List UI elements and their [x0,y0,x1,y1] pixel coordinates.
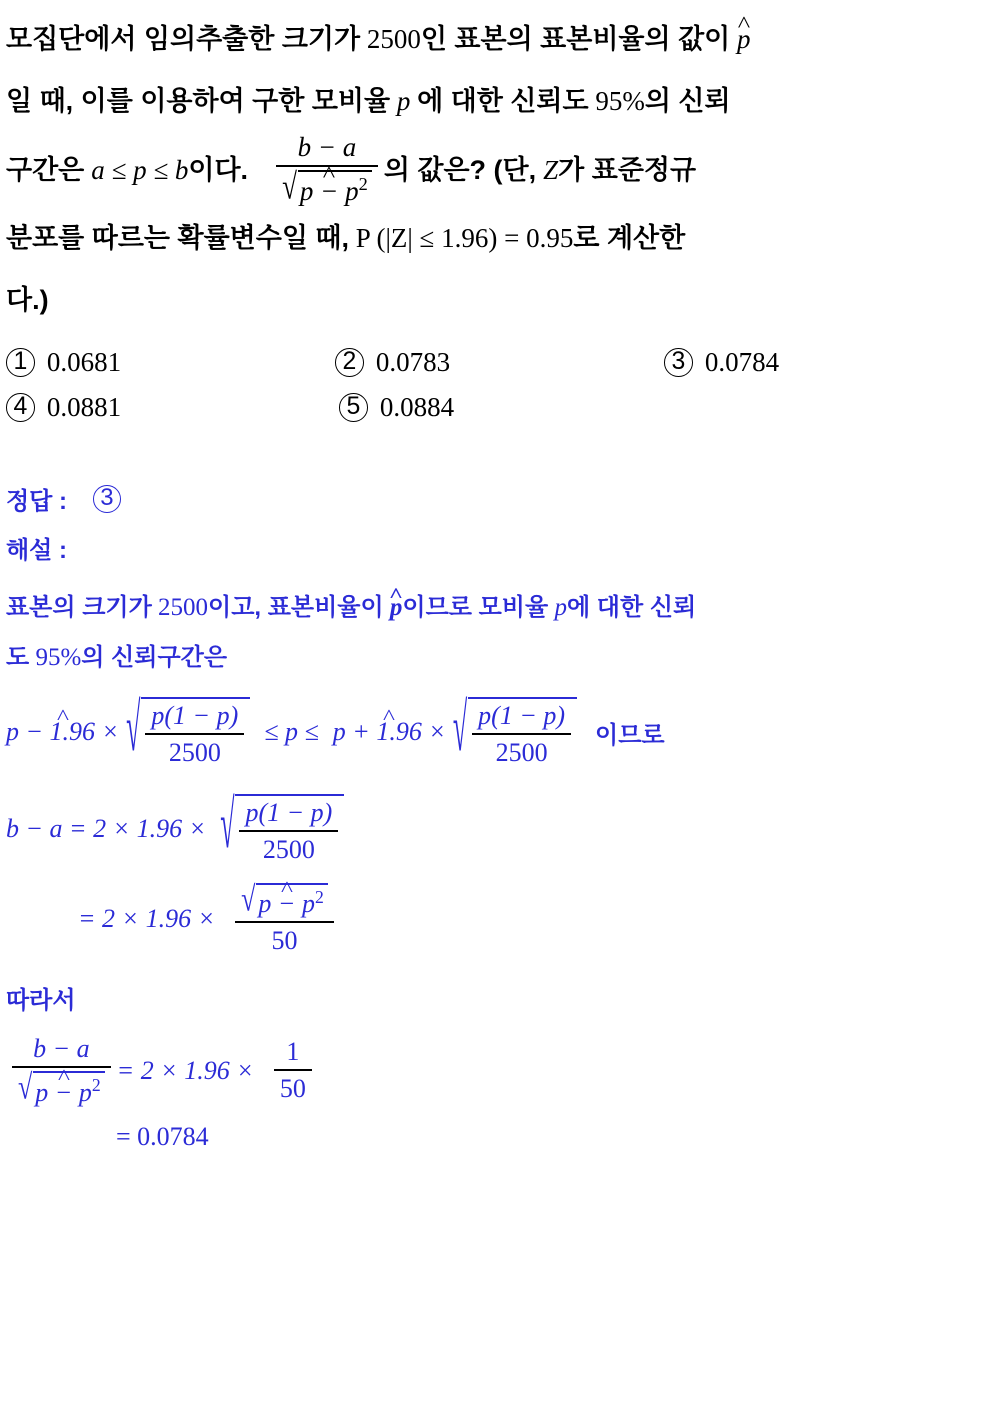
ba-num: p(1 − p) [239,798,338,832]
question-text-9: 가 표준정규 [558,154,697,185]
question-sqrt [282,166,372,207]
solution-confidence: 95% [35,644,82,672]
solution-final-line [6,1034,993,1107]
solution-line-2 [6,633,993,683]
question-text-2: 인 표본의 표본비율의 값이 [420,24,731,54]
solution-ba-line [6,787,993,865]
question-ratio-numerator: b − a [276,132,378,167]
question-text-3: 일 때, 이를 이용하여 구한 모비율 [6,86,391,116]
ci-right-lead: ^ p + 1.96 × [333,717,446,747]
radical-icon: √ [126,690,141,767]
question-interval: a ≤ p ≤ b [91,154,189,185]
answer-row [6,481,993,516]
choice-option-5[interactable] [339,392,672,423]
final-ratio-denominator [12,1068,111,1108]
question-text-12: 다.) [6,285,49,316]
question-text-1: 모집단에서 임의추출한 크기가 [6,24,361,54]
ba2-lead: = 2 × 1.96 × [78,904,216,934]
choice-value: 0.0783 [375,347,451,378]
choice-value: 0.0681 [46,347,122,378]
final-equation: = 2 × 1.96 × [116,1055,254,1085]
final-sqrt [18,1067,105,1108]
solution-result-line [6,1122,993,1152]
solution-label: 해설 : [6,537,68,565]
ci-left-fraction [145,701,244,768]
choice-row-1 [6,347,993,378]
choice-option-3[interactable] [664,347,993,378]
radical-icon: √ [220,787,235,864]
question-line-3 [6,132,987,207]
ba-den: 2500 [262,834,315,864]
ci-middle: ≤ p ≤ [264,717,319,747]
question-text-10: 분포를 따르는 확률변수일 때, [6,223,349,254]
ba2-sqrt [241,879,328,920]
choice-list [0,347,993,423]
final-one: 1 [274,1037,312,1071]
solution-block [0,481,993,1151]
choice-option-1[interactable] [6,347,335,378]
ci-tail-text: 이므로 [595,721,665,749]
solution-line-1 [6,583,993,633]
ba-fraction [239,798,338,865]
ba2-numerator [235,879,334,924]
solution-ci-line [6,690,993,768]
ci-left-den: 2500 [168,737,221,767]
solution-n: 2500 [158,594,209,622]
choice-row-2 [6,392,993,423]
question-text-4: 에 대한 신뢰도 [417,86,589,116]
question-den-expr: ^ p − p [300,176,359,207]
answer-value-icon: 3 [93,485,121,513]
ba2-denominator: 50 [271,926,298,956]
solution-phat: ^ p [390,583,403,633]
question-text-11: 로 계산한 [573,223,686,254]
ci-left-num: p(1 − p) [145,701,244,735]
ba-lead: b − a = 2 × 1.96 × [6,814,207,844]
choice-option-2[interactable] [335,347,664,378]
radical-icon: √ [241,879,256,919]
question-block [0,0,993,331]
ci-right-fraction [472,701,571,768]
solution-p: p [554,594,567,622]
solution-text-6: 의 신뢰구간은 [81,644,228,672]
question-text-7: 이다. [188,154,249,185]
final-ratio-fraction [12,1034,111,1107]
ba2-num-expr: ^ p − p [258,889,315,919]
final-fifty: 50 [279,1074,306,1104]
choice-number-icon: 3 [664,348,693,377]
choice-number-icon: 2 [335,348,364,377]
ci-right-sqrt [452,690,577,768]
question-den-sup: 2 [358,174,368,195]
final-one-over-fifty [274,1037,312,1104]
choice-value: 0.0881 [46,392,122,423]
question-Z: Z [543,154,559,185]
solution-therefore: 따라서 [6,987,76,1015]
final-den-sup: 2 [91,1074,101,1095]
solution-text-2: 이고, 표본비율이 [208,594,384,622]
radical-icon: √ [452,690,468,767]
solution-text-4: 에 대한 신뢰 [566,594,697,622]
solution-text-5: 도 [6,644,30,672]
solution-ba2-line [6,879,993,956]
question-confidence: 95% [595,86,645,116]
solution-text-1: 표본의 크기가 [6,594,152,622]
choice-option-4[interactable] [6,392,339,423]
answer-label: 정답 : [6,488,68,516]
final-result: = 0.0784 [116,1121,209,1151]
question-probability: P (|Z| ≤ 1.96) = 0.95 [355,223,574,254]
choice-number-icon: 4 [6,393,35,422]
radical-icon: √ [282,166,297,207]
ci-left-lead: ^ p − 1.96 × [6,717,119,747]
question-ratio-denominator [276,167,378,207]
choice-number-icon: 5 [339,393,368,422]
ci-right-num: p(1 − p) [472,701,571,735]
final-ratio-numerator: b − a [12,1034,111,1068]
ci-right-den: 2500 [495,737,548,767]
final-den-expr: ^ p − p [35,1078,92,1108]
solution-text-3: 이므로 모비율 [402,594,549,622]
choice-value: 0.0884 [379,392,455,423]
choice-number-icon: 1 [6,348,35,377]
ba2-num-sup: 2 [314,886,324,907]
question-line-1 [6,8,987,70]
ci-left-sqrt [126,690,250,768]
question-line-4 [6,207,987,269]
ba-sqrt [220,787,344,865]
question-ratio-fraction [276,132,378,207]
choice-value: 0.0784 [704,347,780,378]
radical-icon: √ [18,1067,33,1107]
question-text-6: 구간은 [6,154,85,185]
ba2-fraction [235,879,334,956]
question-sample-size: 2500 [366,24,421,54]
question-line-5 [6,269,987,331]
question-phat: ^ p [737,8,751,70]
question-text-8: 의 값은? (단, [383,154,537,185]
question-line-2 [6,70,987,132]
question-text-5: 의 신뢰 [644,86,731,116]
question-p: p [396,86,411,116]
